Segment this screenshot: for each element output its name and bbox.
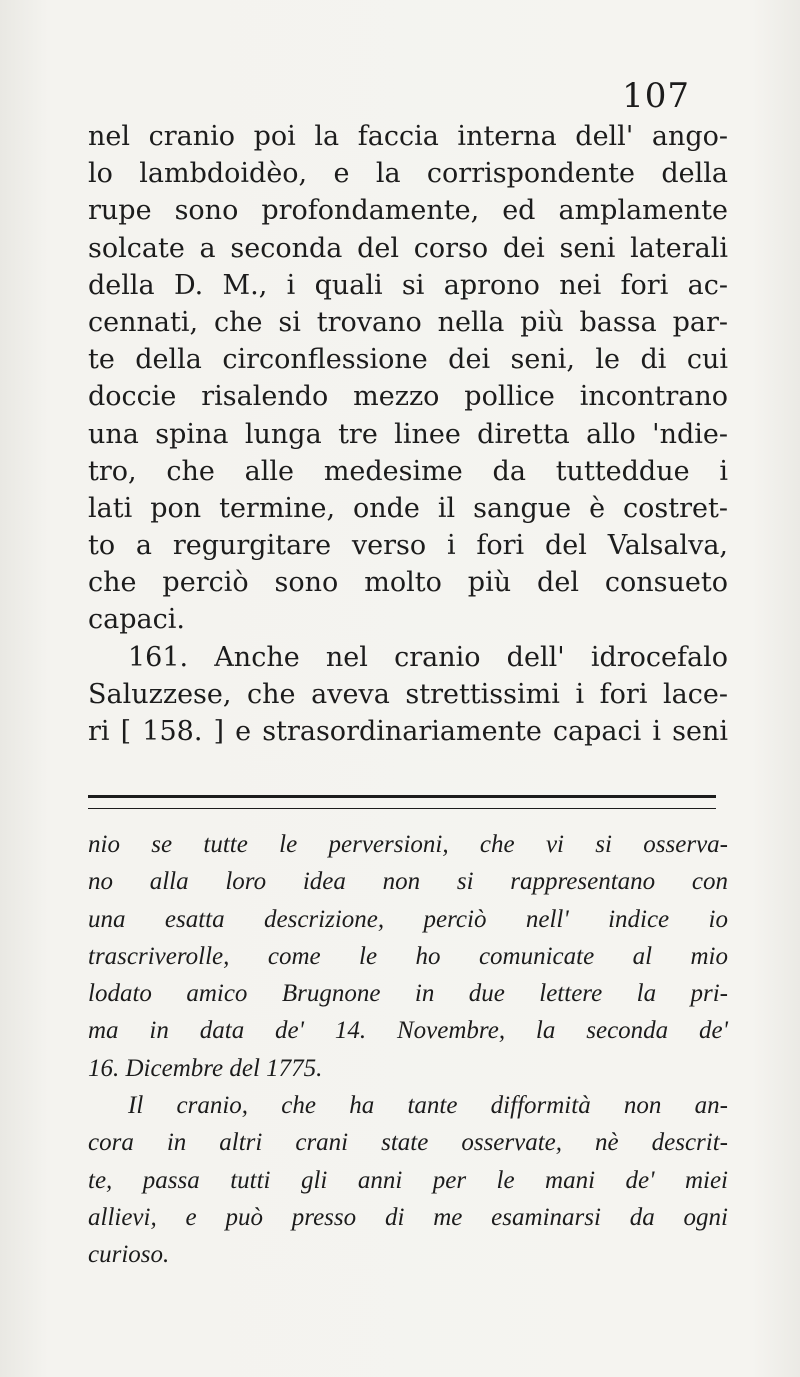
text-line: lati pon termine, onde il sangue è costret- [88,492,728,524]
footnote-line: te, passa tutti gli anni per le mani de' miei [88,1166,728,1194]
text-line: lo lambdoidèo, e la corrispondente della [88,158,728,190]
text-line: che perciò sono molto più del consueto [88,567,728,599]
text-line: Saluzzese, che aveva strettissimi i fori lace- [88,678,728,710]
text-line: capaci. [88,604,185,636]
text-line: della D. M., i quali si aprono nei fori ac- [88,269,728,301]
footnote-line: una esatta descrizione, perciò nell' indice io [88,905,728,933]
footnote-line: curioso. [88,1241,170,1269]
text-line: cennati, che si trovano nella più bassa par- [88,306,728,338]
paragraph-start-line: 161. Anche nel cranio dell' idrocefalo [128,641,728,673]
footnote-paragraph-start: Il cranio, che ha tante difformità non an- [128,1092,728,1120]
footnote-line: allievi, e può presso di me esaminarsi da ogni [88,1203,728,1231]
footnote-line: trascriverolle, come le ho comunicate al mio [88,942,728,970]
footnote-line: nio se tutte le perversioni, che vi si osserva- [88,831,728,858]
footnote-line: 16. Dicembre del 1775. [88,1054,323,1082]
footnote [88,826,728,1274]
footnote-divider [88,795,716,809]
main-text [88,118,728,750]
text-line: ri [ 158. ] e strasordinariamente capaci i seni [88,716,728,747]
page-number: 107 [622,76,690,116]
text-line: rupe sono profondamente, ed amplamente [88,195,728,227]
text-line: te della circonflessione dei seni, le di cui [88,344,728,376]
text-line: nel cranio poi la faccia interna dell' ango- [88,121,728,152]
footnote-line: ma in data de' 14. Novembre, la seconda de' [88,1017,728,1045]
text-line: solcate a seconda del corso dei seni laterali [88,232,728,264]
footnote-line: no alla loro idea non si rappresentano con [88,868,728,896]
footnote-line: lodato amico Brugnone in due lettere la pri- [88,980,728,1008]
text-line: una spina lunga tre linee diretta allo 'ndie- [88,418,728,450]
text-line: doccie risalendo mezzo pollice incontrano [88,381,728,413]
text-line: to a regurgitare verso i fori del Valsalva, [88,530,728,562]
footnote-line: cora in altri crani state osservate, nè descrit- [88,1129,728,1157]
text-line: tro, che alle medesime da tutteddue i [88,455,728,487]
